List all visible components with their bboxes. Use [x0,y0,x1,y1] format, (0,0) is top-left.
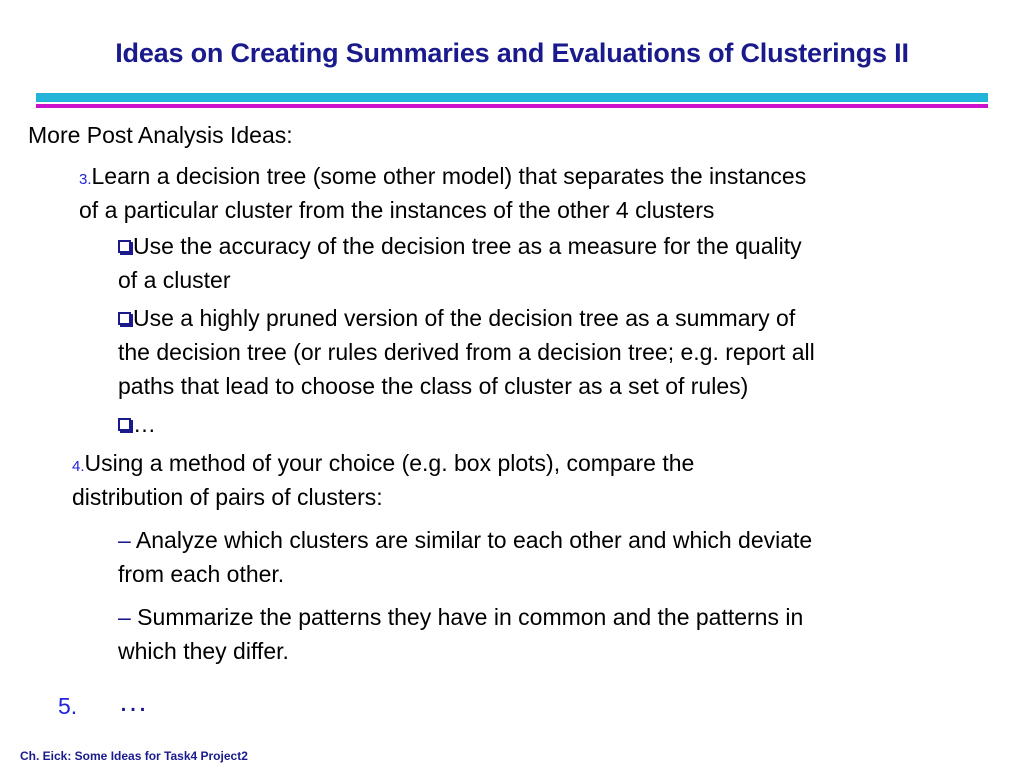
checkbox-bullet-icon [118,240,131,253]
dash-bullet-icon: – [118,604,131,630]
item-4-line2: distribution of pairs of clusters: [72,484,383,510]
item-3-sub3 [118,407,156,441]
item-3-text-line1: Learn a decision tree (some other model) that separates the instances [91,163,807,189]
item-4 [72,446,694,484]
item-3-sub1-line2: of a cluster [118,267,231,293]
title-rule-magenta [36,104,988,108]
item-4-sub1-line1: Analyze which clusters are similar to each other and which deviate [130,527,813,553]
item-4-sub1 [118,523,812,557]
item-3-line2: of a particular cluster from the instances of the other 4 clusters [79,197,715,223]
item-4-sub1-line2: from each other. [118,561,285,587]
item-3-sub2-line1: Use a highly pruned version of the decision tree as a summary of [133,305,796,331]
item-3-sub2 [118,301,795,335]
item-4-text-line1: Using a method of your choice (e.g. box plots), compare the [84,450,695,476]
item-4-sub2-line1: Summarize the patterns they have in common and the patterns in [130,604,804,630]
item-3-sub1-line1: Use the accuracy of the decision tree as a measure for the quality [133,233,802,259]
checkbox-bullet-icon [118,312,131,325]
item-3-number: 3. [79,171,92,188]
item-4-number: 4. [72,458,85,475]
section-heading: More Post Analysis Ideas: [28,122,293,148]
item-3-sub1 [118,229,802,263]
title-rule-cyan [36,93,988,102]
item-4-sub2-line2: which they differ. [118,638,289,664]
slide-title: Ideas on Creating Summaries and Evaluations of Clusterings II [115,38,909,68]
item-5-number: 5. [58,693,78,719]
item-5-ellipsis: … [118,685,148,718]
dash-bullet-icon: – [118,527,131,553]
item-3-sub2-line3: paths that lead to choose the class of cluster as a set of rules) [118,373,749,399]
item-3-sub3-text: … [133,411,156,437]
item-3-sub2-line2: the decision tree (or rules derived from a decision tree; e.g. report all [118,339,815,365]
footer-text: Ch. Eick: Some Ideas for Task4 Project2 [20,749,248,763]
item-3 [79,159,806,197]
checkbox-bullet-icon [118,418,131,431]
item-4-sub2 [118,600,803,634]
